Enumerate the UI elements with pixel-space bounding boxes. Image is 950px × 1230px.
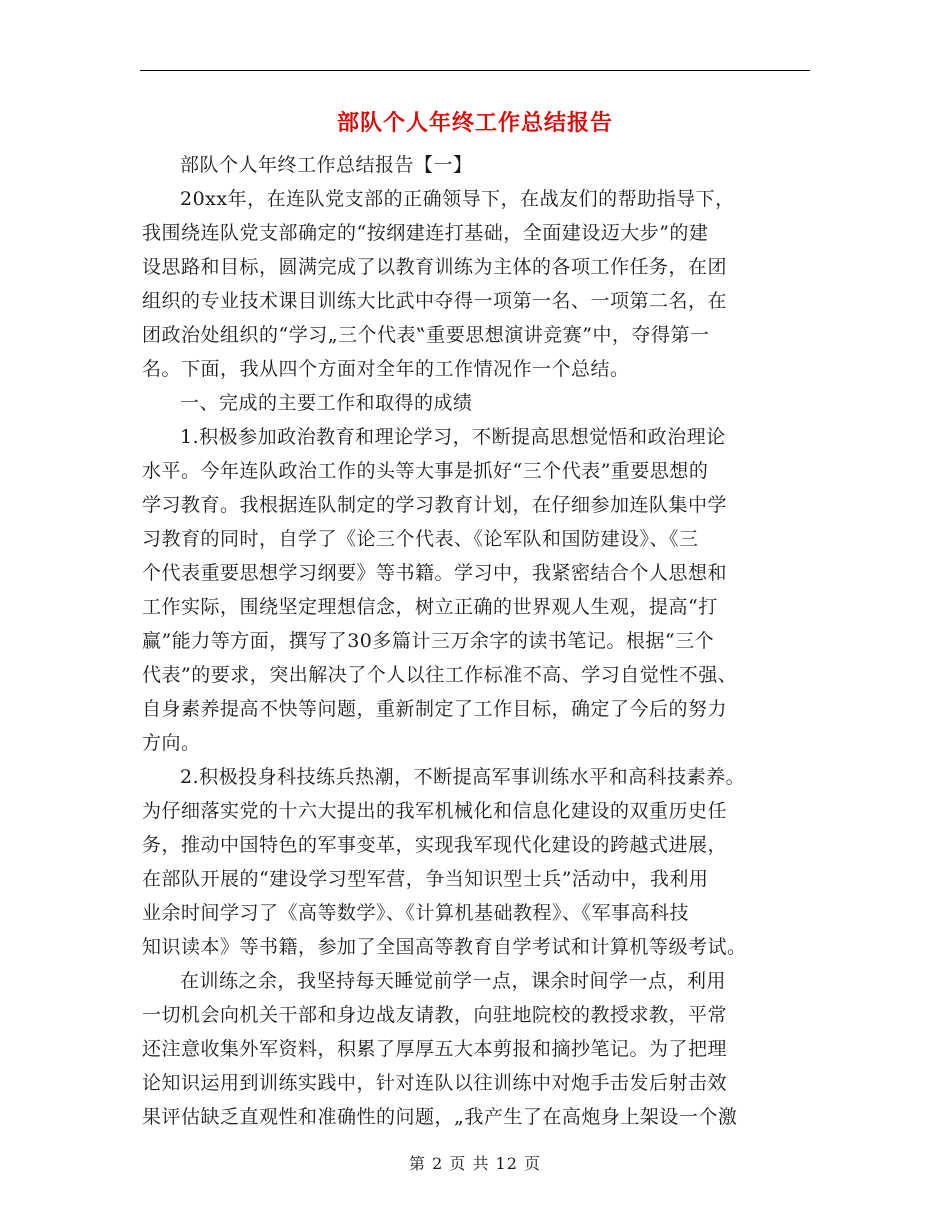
paragraph-container	[142, 182, 810, 1134]
paragraph-line: 为仔细落实党的十六大提出的我军机械化和信息化建设的双重历史任	[142, 800, 728, 822]
paragraph-line: 在部队开展的“建设学习型军营，争当知识型士兵”活动中，我利用	[142, 868, 709, 890]
paragraph-line: 代表”的要求，突出解决了个人以往工作标准不高、学习自觉性不强、	[142, 664, 738, 686]
body-paragraph	[142, 420, 810, 760]
document-title: 部队个人年终工作总结报告	[336, 111, 613, 136]
paragraph-line: 个代表重要思想学习纲要》等书籍。学习中，我紧密结合个人思想和	[142, 562, 728, 584]
paragraph-line: 名。下面，我从四个方面对全年的工作情况作一个总结。	[142, 358, 630, 380]
paragraph-line: 团政治处组织的“学习„三个代表‟重要思想演讲竞赛”中，夺得第一	[142, 324, 710, 346]
paragraph-line: 1.积极参加政治教育和理论学习，不断提高思想觉悟和政治理论	[180, 426, 726, 448]
paragraph-line: 设思路和目标，圆满完成了以教育训练为主体的各项工作任务，在团	[142, 256, 728, 278]
paragraph-line: 在训练之余，我坚持每天睡觉前学一点，课余时间学一点，利用	[180, 970, 727, 992]
paragraph-line: 还注意收集外军资料，积累了厚厚五大本剪报和摘抄笔记。为了把理	[142, 1038, 728, 1060]
paragraph-line: 水平。今年连队政治工作的头等大事是抓好“三个代表”重要思想的	[142, 460, 709, 482]
paragraph-line: 习教育的同时，自学了《论三个代表、《论军队和国防建设》、《三	[142, 528, 699, 550]
subtitle-line: 部队个人年终工作总结报告【一】	[180, 154, 473, 176]
paragraph-line: 果评估缺乏直观性和准确性的问题，„我产生了在高炮身上架设一个激	[142, 1106, 738, 1128]
paragraph-line: 业余时间学习了《高等数学》、《计算机基础教程》、《军事高科技	[142, 902, 690, 924]
paragraph-line: 工作实际，围绕坚定理想信念，树立正确的世界观人生观，提高“打	[142, 596, 718, 618]
paragraph-line: 知识读本》等书籍，参加了全国高等教育自学考试和计算机等级考试。	[142, 936, 747, 958]
paragraph-line: 赢”能力等方面，撰写了30多篇计三万余字的读书笔记。根据“三个	[142, 630, 715, 652]
body-paragraph	[142, 386, 810, 420]
paragraph-line: 学习教育。我根据连队制定的学习教育计划，在仔细参加连队集中学	[142, 494, 728, 516]
header-rule	[140, 70, 810, 71]
paragraph-line: 一切机会向机关干部和身边战友请教，向驻地院校的教授求教，平常	[142, 1004, 728, 1026]
subtitle-paragraph	[142, 148, 810, 182]
paragraph-line: 20xx年，在连队党支部的正确领导下，在战友们的帮助指导下，	[180, 188, 735, 210]
paragraph-line: 2.积极投身科技练兵热潮，不断提高军事训练水平和高科技素养。	[180, 766, 746, 788]
paragraph-line: 方向。	[142, 732, 201, 754]
paragraph-line: 组织的专业技术课目训练大比武中夺得一项第一名、一项第二名，在	[142, 290, 728, 312]
paragraph-line: 自身素养提高不快等问题，重新制定了工作目标，确定了今后的努力	[142, 698, 728, 720]
paragraph-line: 我围绕连队党支部确定的“按纲建连打基础，全面建设迈大步”的建	[142, 222, 709, 244]
body-paragraph	[142, 760, 810, 964]
paragraph-line: 一、完成的主要工作和取得的成绩	[180, 392, 473, 414]
page-number: 第 2 页 共 12 页	[409, 1154, 541, 1173]
body-paragraph	[142, 182, 810, 386]
document-body	[142, 148, 810, 1134]
paragraph-line: 务，推动中国特色的军事变革，实现我军现代化建设的跨越式进展，	[142, 834, 728, 856]
paragraph-line: 论知识运用到训练实践中，针对连队以往训练中对炮手击发后射击效	[142, 1072, 728, 1094]
body-paragraph	[142, 964, 810, 1134]
